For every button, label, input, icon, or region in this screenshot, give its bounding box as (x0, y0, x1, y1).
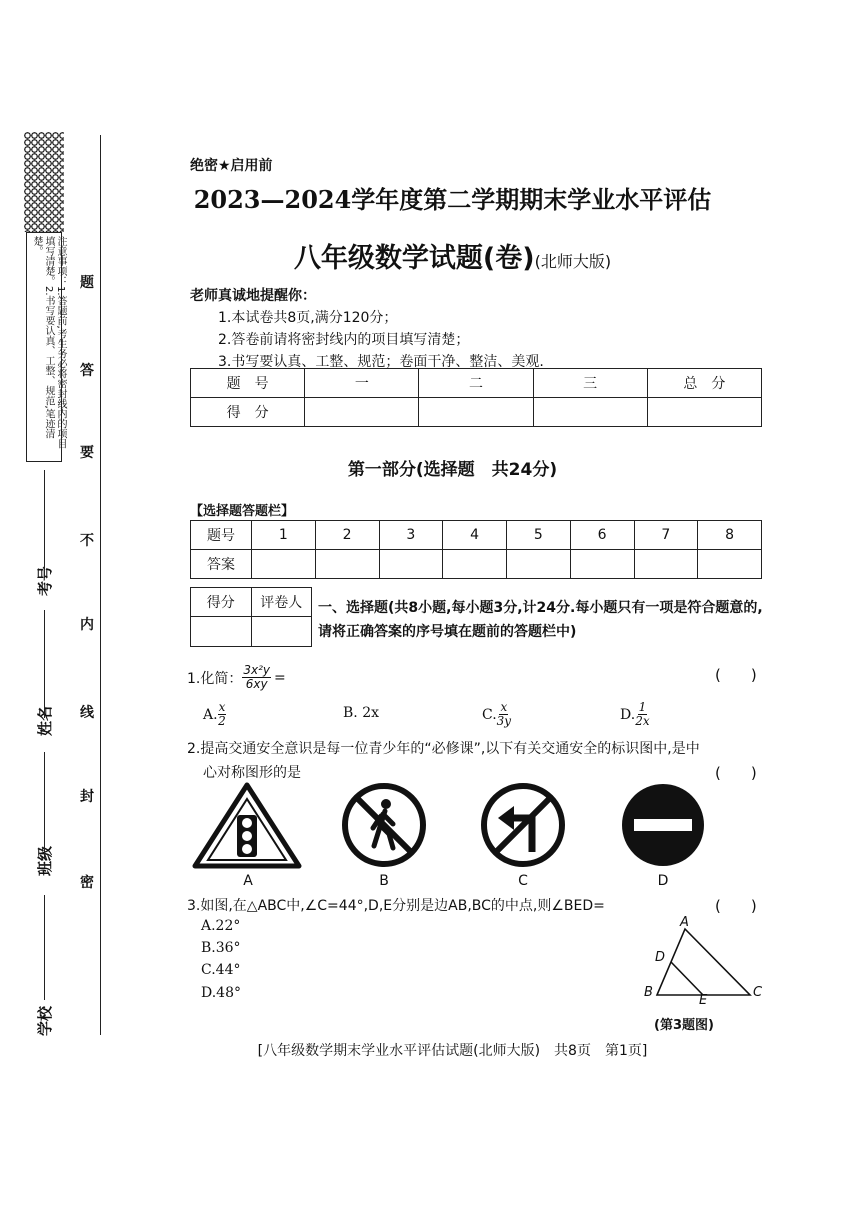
score-header-label: 题 号 (191, 369, 305, 398)
exam-title: 2023—2024学年度第二学期期末学业水平评估 (193, 185, 712, 214)
seal-char-5: 内 (80, 617, 94, 633)
school-line[interactable] (44, 895, 45, 1000)
grader-score-cell[interactable] (191, 617, 252, 647)
no-pedestrian-sign-icon (341, 782, 427, 868)
answer-cell-7[interactable] (634, 550, 698, 579)
answer-cell-2[interactable] (315, 550, 379, 579)
seal-char-8: 密 (80, 875, 94, 891)
score-cell-3[interactable] (533, 398, 647, 427)
name-line[interactable] (44, 610, 45, 718)
q3-point-e: E (699, 993, 708, 1008)
reminder-item-3: 3.书写要认真、工整、规范；卷面干净、整洁、美观. (218, 354, 544, 370)
q1-equals: = (274, 669, 286, 686)
class-label: 班级 (36, 845, 54, 876)
q3-option-b: B.36° (201, 940, 241, 956)
q2-label-a: A (243, 873, 253, 889)
exam-no-label: 考号 (36, 565, 54, 596)
answer-row-label: 答案 (191, 550, 252, 579)
q3-stem: 3.如图,在△ABC中,∠C=44°,D,E分别是边AB,BC的中点,则∠BED= (187, 898, 605, 914)
q1-option-a-num: x (218, 700, 226, 714)
score-table (190, 368, 762, 427)
q3-option-c: C.44° (201, 962, 241, 978)
q1-stem: 1.化简： (187, 670, 243, 687)
score-header-3: 三 (533, 369, 647, 398)
answer-number-3: 3 (379, 521, 443, 550)
answer-cell-8[interactable] (698, 550, 762, 579)
q3-point-d: D (655, 950, 666, 965)
answer-number-6: 6 (570, 521, 634, 550)
seal-char-4: 不 (80, 533, 94, 549)
class-line[interactable] (44, 752, 45, 858)
score-header-2: 二 (419, 369, 533, 398)
answer-cell-4[interactable] (443, 550, 507, 579)
score-row-label: 得 分 (191, 398, 305, 427)
answer-number-8: 8 (698, 521, 762, 550)
q1-option-d (620, 701, 650, 728)
answer-bar-label: 【选择题答题栏】 (190, 504, 295, 519)
q1-option-d-num: 1 (638, 700, 647, 714)
q3-option-a: A.22° (201, 918, 241, 934)
q2-label-d: D (657, 873, 669, 889)
q1-option-c-label: C. (482, 706, 497, 723)
q2-stem-line2: 心对称图形的是 (203, 765, 301, 781)
score-header-total: 总 分 (647, 369, 761, 398)
answer-number-5: 5 (507, 521, 571, 550)
answer-table (190, 520, 762, 579)
seal-char-2: 答 (80, 363, 94, 379)
answer-number-2: 2 (315, 521, 379, 550)
score-cell-2[interactable] (419, 398, 533, 427)
reminder-heading: 老师真诚地提醒你： (190, 288, 316, 304)
seal-char-1: 题 (80, 275, 94, 291)
no-entry-sign-icon (620, 782, 706, 868)
grader-box (190, 587, 312, 647)
seal-char-6: 线 (80, 705, 94, 721)
answer-number-7: 7 (634, 521, 698, 550)
reminder-item-1: 1.本试卷共8页,满分120分； (218, 310, 398, 326)
q1-option-d-label: D. (620, 706, 636, 723)
subtitle-main: 八年级数学试题(卷) (293, 243, 535, 274)
q1-option-a-den: 2 (218, 714, 226, 728)
answer-cell-3[interactable] (379, 550, 443, 579)
q3-point-c: C (753, 985, 763, 1000)
answer-number-1: 1 (252, 521, 316, 550)
answer-cell-5[interactable] (507, 550, 571, 579)
q1-option-d-den: 2x (635, 714, 650, 728)
q2-stem-line1: 2.提高交通安全意识是每一位青少年的“必修课”,以下有关交通安全的标识图中,是中 (187, 741, 700, 757)
q1-option-b: B. 2x (343, 705, 379, 721)
score-header-1: 一 (305, 369, 419, 398)
answer-cell-1[interactable] (252, 550, 316, 579)
question-1 (187, 664, 286, 691)
name-label: 姓名 (36, 705, 54, 736)
grader-score-label: 得分 (191, 588, 252, 617)
section1-instructions: 一、选择题(共8小题,每小题3分,计24分.每小题只有一项是符合题意的,请将正确答案的序号填在题前的答题栏中) (318, 600, 763, 640)
score-cell-total[interactable] (647, 398, 761, 427)
answer-number-4: 4 (443, 521, 507, 550)
q1-fraction (242, 664, 271, 691)
q2-label-b: B (379, 873, 389, 889)
q1-answer-paren[interactable]: ( ) (715, 666, 757, 684)
q3-figure-caption: (第3题图) (654, 1018, 714, 1033)
q3-answer-paren[interactable]: ( ) (715, 897, 757, 915)
secret-label: 绝密★启用前 (190, 158, 273, 174)
q1-option-c (482, 701, 511, 728)
q1-option-c-den: 3y (496, 714, 512, 728)
notice-text: 注意事项：1.答题前,考生务必将密封线内的项目填写清楚。2.书写要认真、工整、规范,笔迹清楚。 (31, 236, 66, 449)
q3-option-d: D.48° (201, 985, 241, 1001)
exam-subtitle (0, 236, 860, 275)
q1-option-a (203, 701, 226, 728)
answer-cell-6[interactable] (570, 550, 634, 579)
score-cell-1[interactable] (305, 398, 419, 427)
grader-name-cell[interactable] (251, 617, 312, 647)
exam-no-line[interactable] (44, 470, 45, 578)
no-left-turn-sign-icon (480, 782, 566, 868)
q1-numerator: 3x²y (243, 663, 271, 677)
seal-char-3: 要 (80, 445, 94, 461)
q1-denominator: 6xy (245, 677, 268, 691)
traffic-light-sign-icon (192, 782, 302, 870)
answer-header-label: 题号 (191, 521, 252, 550)
part1-title: 第一部分(选择题 共24分) (347, 460, 558, 480)
school-label: 学校 (36, 1005, 54, 1036)
q1-option-c-num: x (500, 700, 508, 714)
page-footer: [八年级数学期末学业水平评估试题(北师大版) 共8页 第1页] (257, 1043, 648, 1059)
grader-name-label: 评卷人 (251, 588, 312, 617)
q3-point-b: B (644, 985, 653, 1000)
q3-point-a: A (680, 915, 689, 930)
q2-answer-paren[interactable]: ( ) (715, 764, 757, 782)
subtitle-edition: (北师大版) (534, 252, 612, 271)
q2-label-c: C (518, 873, 528, 889)
q1-option-a-label: A. (203, 706, 218, 723)
reminder-item-2: 2.答卷前请将密封线内的项目填写清楚； (218, 332, 470, 348)
seal-char-7: 封 (80, 789, 94, 805)
